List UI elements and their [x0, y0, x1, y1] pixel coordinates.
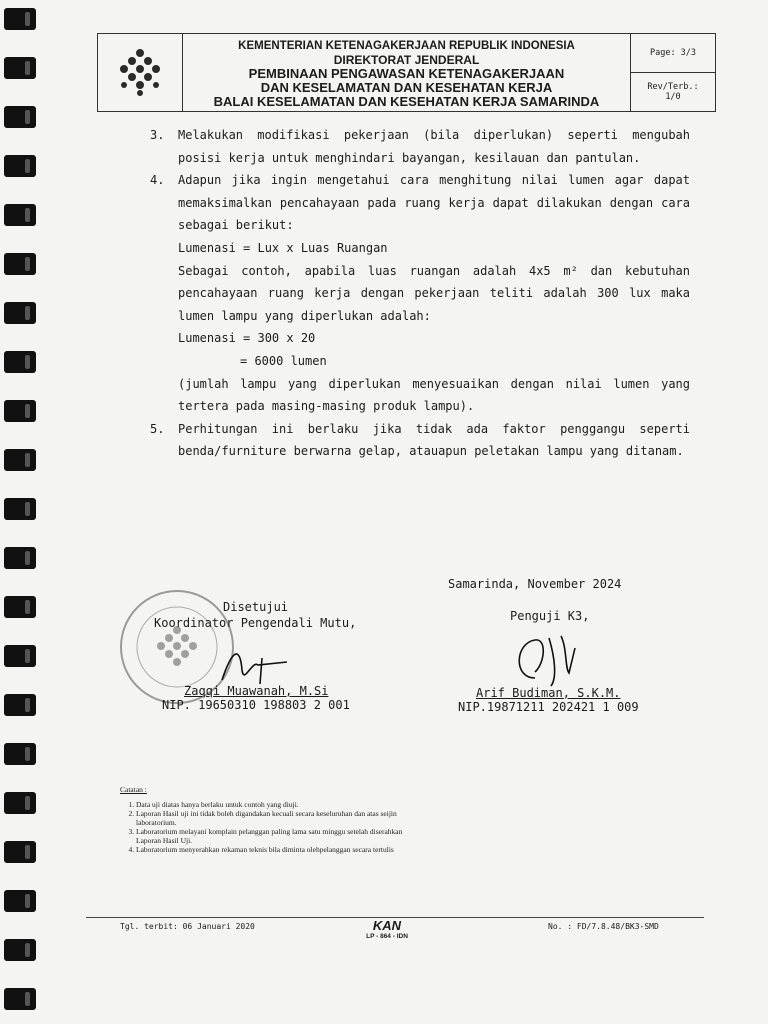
binding-ring — [4, 694, 36, 716]
list-item — [150, 169, 690, 418]
notes-title: Catatan : — [120, 785, 147, 794]
page-number: Page: 3/3 — [649, 48, 697, 58]
binding-ring — [4, 57, 36, 79]
approver-nip: NIP. 19650310 198803 2 001 — [162, 698, 350, 712]
note-item: 3. Laboratorium melayani komplain pelanggan paling lama satu minggu setelah diserahkan Laporan Hasil Uji. — [136, 827, 420, 845]
binding-ring — [4, 449, 36, 471]
list-text: Perhitungan ini berlaku jika tidak ada faktor penggangu seperti benda/furniture berwarna gelap, atauapun peletakan lampu yang ditanam. — [178, 421, 690, 459]
list-number: 3. — [150, 128, 165, 142]
header-ministry: KEMENTERIAN KETENAGAKERJAAN REPUBLIK INDONESIA — [238, 40, 575, 52]
binding-ring — [4, 8, 36, 30]
binding-ring — [4, 253, 36, 275]
approver-name: Zaqqi Muawanah, M.Si — [184, 684, 329, 698]
approver-signature — [212, 640, 292, 690]
binding-ring — [4, 939, 36, 961]
lumen-formula: Lumenasi = Lux x Luas Ruangan — [178, 240, 388, 255]
binding-ring — [4, 547, 36, 569]
binding-ring — [4, 302, 36, 324]
calculation-line: Lumenasi = 300 x 20 — [178, 331, 316, 346]
note-item: 4. Laboratorium menyerahkan rekaman teknis bila diminta olehpelanggan secara tertulis — [136, 845, 420, 854]
header-directorate: DIREKTORAT JENDERAL — [333, 53, 480, 67]
binding-ring — [4, 792, 36, 814]
revision-value: 1/0 — [665, 92, 681, 102]
header-division: PEMBINAAN PENGAWASAN KETENAGAKERJAAN — [248, 66, 565, 81]
approval-label: Disetujui — [223, 600, 289, 614]
kan-accreditation-logo — [357, 918, 417, 940]
kan-number: LP - 864 - IDN — [366, 933, 408, 940]
list-text: Adapun jika ingin mengetahui cara menghitung nilai lumen agar dapat memaksimalkan pencahayaan pada ruang kerja dapat dilakukan dengan cara sebagai berikut: — [178, 173, 690, 233]
ministry-logo — [98, 34, 183, 111]
document-number: No. : FD/7.8.48/BK3-SMD — [548, 922, 659, 931]
list-item — [150, 124, 690, 169]
revision-label: Rev/Terb.: — [647, 82, 699, 92]
binding-ring — [4, 106, 36, 128]
tester-name: Arif Budiman, S.K.M. — [476, 686, 621, 700]
binding-ring — [4, 988, 36, 1010]
binding-ring — [4, 645, 36, 667]
notes-section — [120, 785, 420, 854]
binding-ring — [4, 743, 36, 765]
note-item: 1. Data uji diatas hanya berlaku untuk contoh yang diuji. — [136, 800, 420, 809]
list-number: 4. — [150, 173, 165, 188]
kan-mark: KAN — [372, 918, 402, 933]
issue-date: Tgl. terbit: 06 Januari 2020 — [120, 922, 255, 931]
document-body — [150, 124, 690, 463]
calculation-result: = 6000 lumen — [240, 353, 327, 368]
binding-ring — [4, 204, 36, 226]
tester-signature — [505, 628, 585, 690]
approver-title: Koordinator Pengendali Mutu, — [154, 616, 357, 630]
binding-ring — [4, 351, 36, 373]
spiral-binding — [0, 0, 40, 1024]
header-division-2: DAN KESELAMATAN DAN KESEHATAN KERJA — [260, 80, 553, 95]
header-office: BALAI KESELAMATAN DAN KESEHATAN KERJA SAMARINDA — [213, 94, 600, 109]
list-text: Melakukan modifikasi pekerjaan (bila diperlukan) seperti mengubah posisi kerja untuk menghindari bayangan, kesilauan dan pantulan. — [178, 128, 690, 165]
binding-ring — [4, 841, 36, 863]
lamp-note: (jumlah lampu yang diperlukan menyesuaikan dengan nilai lumen yang tertera pada masing-masing produk lampu). — [178, 376, 690, 414]
binding-ring — [4, 400, 36, 422]
binding-ring — [4, 596, 36, 618]
tester-nip: NIP.19871211 202421 1 009 — [458, 700, 639, 714]
binding-ring — [4, 890, 36, 912]
binding-ring — [4, 155, 36, 177]
tester-title: Penguji K3, — [510, 609, 590, 623]
example-text: Sebagai contoh, apabila luas ruangan adalah 4x5 m² dan kebutuhan pencahayaan ruang kerja dengan pekerjaan teliti adalah 300 lux maka lumen lampu yang diperlukan adalah: — [178, 263, 690, 323]
document-header — [97, 33, 716, 112]
note-item: 2. Laporan Hasil uji ini tidak boleh digandakan kecuali secara keseluruhan dan atas seijin laboratorium. — [136, 809, 420, 827]
revision-box — [631, 72, 715, 111]
binding-ring — [4, 498, 36, 520]
list-number: 5. — [150, 421, 165, 436]
list-item — [150, 418, 690, 463]
place-date: Samarinda, November 2024 — [448, 577, 622, 591]
